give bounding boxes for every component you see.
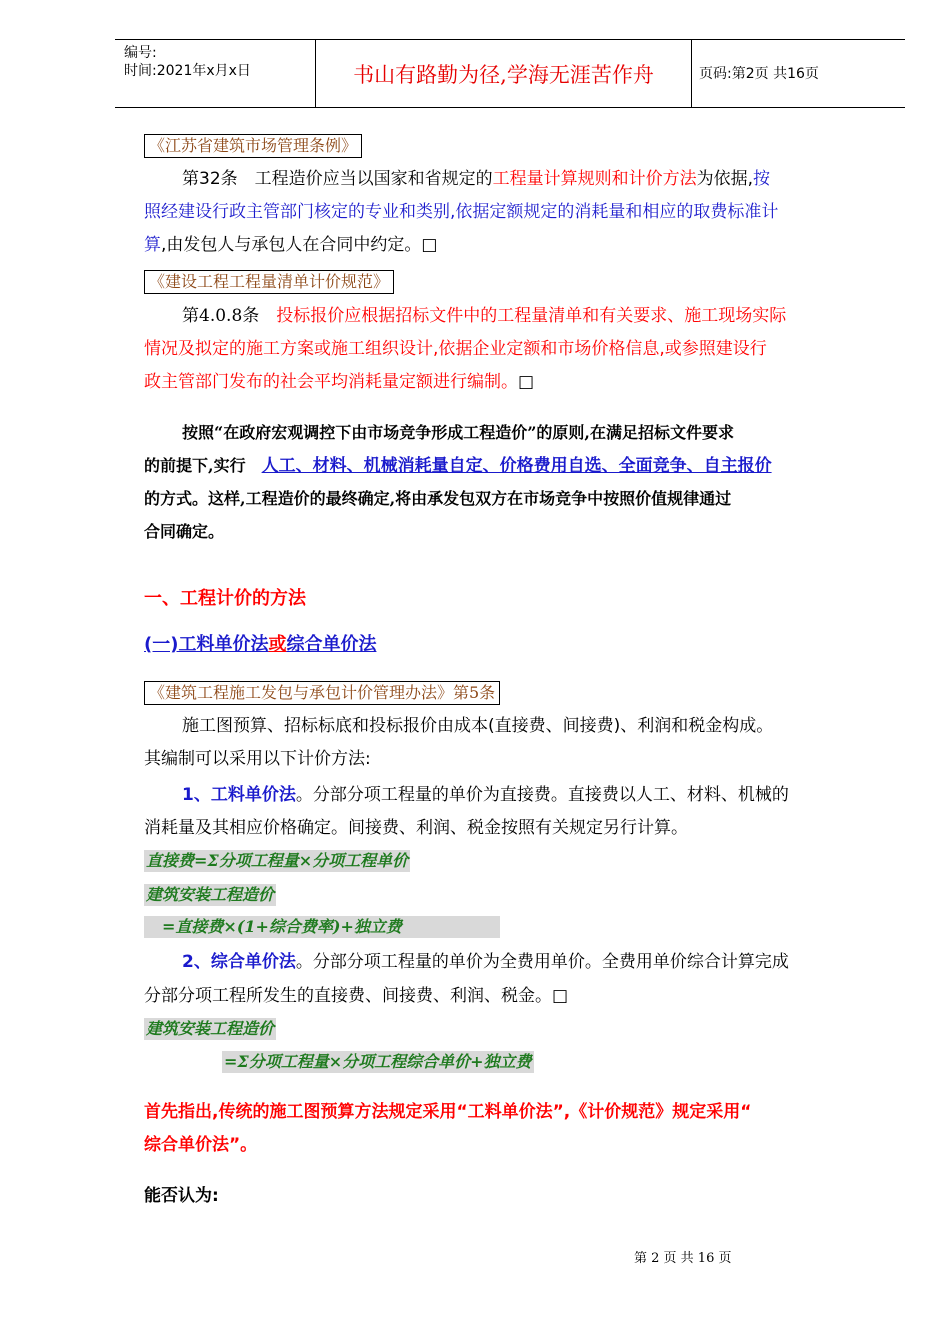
header-page-cell xyxy=(691,40,905,107)
formula-comprehensive-label: 建筑安装工程造价 xyxy=(146,1019,275,1038)
article-32-tail: ,由发包人与承包人在合同中约定。□ xyxy=(161,235,438,255)
article-32-line-2: 照经建设行政主管部门核定的专业和类别,依据定额规定的消耗量和相应的取费标准计 xyxy=(144,202,779,222)
article-32-line-1 xyxy=(144,163,874,196)
article-32-blue-start: 按 xyxy=(753,169,771,189)
subsection-or: 或 xyxy=(268,634,287,655)
subsection-heading-1 xyxy=(144,628,874,661)
pricing-principle-line-3: 的方式。这样,工程造价的最终确定,将由承发包双方在市场竞争中按照价值规律通过 xyxy=(144,489,732,508)
article-408-line-2: 情况及拟定的施工方案或施工组织设计,依据企业定额和市场价格信息,或参照建设行 xyxy=(144,339,767,359)
pricing-principle-line-4: 合同确定。 xyxy=(144,522,225,541)
composition-line-1: 施工图预算、招标标底和投标报价由成本(直接费、间接费)、利润和税金构成。 xyxy=(182,716,774,736)
formula-comprehensive-row xyxy=(144,1051,950,1073)
subsection-link-comprehensive[interactable]: 综合单价法 xyxy=(286,634,377,655)
doc-time-label: 时间:2021年x月x日 xyxy=(124,63,251,79)
article-408-red-3: 政主管部门发布的社会平均消耗量定额进行编制。 xyxy=(144,372,518,392)
pricing-principle-lead: 的前提下,实行 xyxy=(144,456,262,475)
formula-comprehensive-label-row xyxy=(144,1018,874,1040)
formula-direct-cost: 直接费=Σ分项工程量×分项工程单价 xyxy=(146,851,409,870)
regulation-title-box: 《江苏省建筑市场管理条例》 xyxy=(144,134,362,158)
measures-title-box: 《建筑工程施工发包与承包计价管理办法》第5条 xyxy=(144,681,500,705)
article-32-line-3 xyxy=(144,229,874,262)
section-heading-1: 一、工程计价的方法 xyxy=(144,588,306,609)
composition-line-2: 其编制可以采用以下计价方法: xyxy=(144,749,371,769)
header-meta-cell xyxy=(115,40,315,107)
pricing-principle-link[interactable]: 人工、材料、机械消耗量自定、价格费用自选、全面竞争、自主报价 xyxy=(261,456,772,476)
header-page-info: 页码:第2页 共16页 xyxy=(699,66,819,82)
article-408-line-1 xyxy=(144,300,874,333)
method-1-line-1 xyxy=(144,779,874,812)
article-32-mid: 为依据, xyxy=(696,169,754,189)
method-1-text-1: 。分部分项工程量的单价为直接费。直接费以人工、材料、机械的 xyxy=(295,785,789,805)
formula-direct-cost-row xyxy=(144,850,874,872)
formula-unit-price-row xyxy=(144,916,874,938)
article-408-red-1: 投标报价应根据招标文件中的工程量清单和有关要求、施工现场实际 xyxy=(276,306,787,326)
formula-unit-price-label: 建筑安装工程造价 xyxy=(146,885,275,904)
pricing-principle-line-2 xyxy=(144,449,874,483)
page-header xyxy=(115,39,905,108)
page-footer: 第 2 页 共 16 页 xyxy=(634,1251,732,1266)
note-line-2: 综合单价法”。 xyxy=(144,1135,258,1155)
pricing-principle-line-1: 按照“在政府宏观调控下由市场竞争形成工程造价”的原则,在满足招标文件要求 xyxy=(182,423,734,442)
header-motto-cell xyxy=(315,40,692,107)
article-32-red-text: 工程量计算规则和计价方法 xyxy=(492,169,697,189)
subsection-link-unit-price[interactable]: (一)工料单价法 xyxy=(144,634,269,655)
method-2-title: 2、综合单价法 xyxy=(182,952,296,972)
formula-unit-price: =直接费×(1+综合费率)+独立费 xyxy=(144,916,500,938)
question-line: 能否认为: xyxy=(144,1186,219,1206)
method-2-text-1: 。分部分项工程量的单价为全费用单价。全费用单价综合计算完成 xyxy=(295,952,789,972)
doc-number-label: 编号: xyxy=(124,45,157,61)
header-motto: 书山有路勤为径,学海无涯苦作舟 xyxy=(353,63,654,87)
formula-unit-price-label-row xyxy=(144,884,874,906)
formula-comprehensive: =Σ分项工程量×分项工程综合单价+独立费 xyxy=(224,1052,532,1071)
note-line-1: 首先指出,传统的施工图预算方法规定采用“工料单价法”,《计价规范》规定采用“ xyxy=(144,1102,752,1122)
article-408-mark: □ xyxy=(518,372,535,392)
article-408-line-3 xyxy=(144,366,874,399)
article-408-lead: 第4.0.8条 xyxy=(182,306,277,326)
method-1-line-2: 消耗量及其相应价格确定。间接费、利润、税金按照有关规定另行计算。 xyxy=(144,818,688,838)
standard-title-box: 《建设工程工程量清单计价规范》 xyxy=(144,270,394,294)
method-2-line-2: 分部分项工程所发生的直接费、间接费、利润、税金。□ xyxy=(144,986,569,1006)
method-1-title: 1、工料单价法 xyxy=(182,785,296,805)
article-32-blue-end: 算 xyxy=(144,235,161,255)
article-32-lead: 第32条 工程造价应当以国家和省规定的 xyxy=(182,169,493,189)
method-2-line-1 xyxy=(144,946,874,979)
